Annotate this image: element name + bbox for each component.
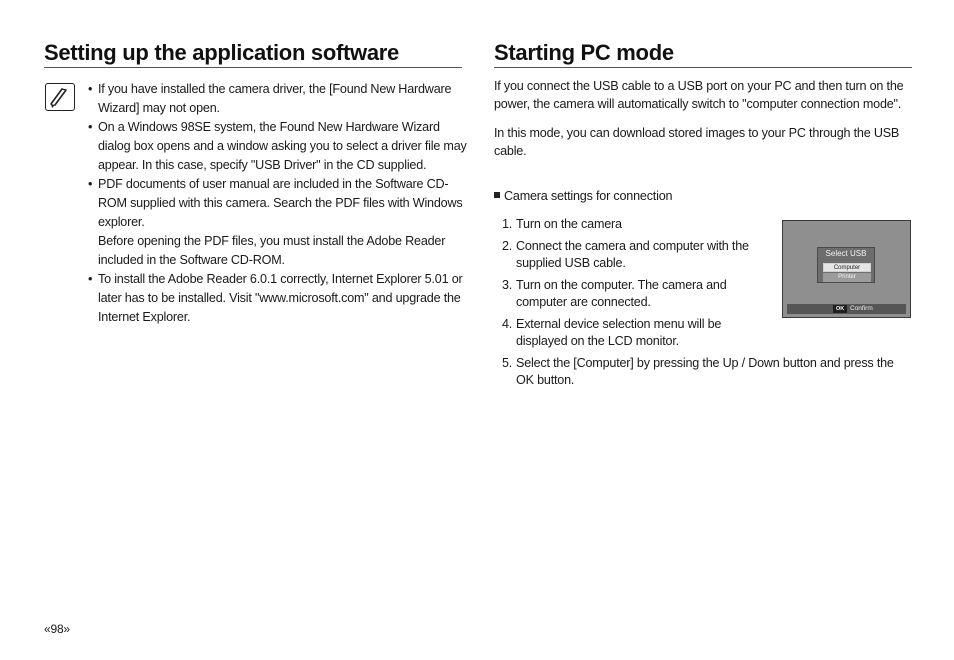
settings-label-text: Camera settings for connection — [504, 189, 673, 203]
ok-button-icon: OK — [833, 305, 847, 313]
note-extra-text: Before opening the PDF files, you must install the Adobe Reader included in the Software CD-ROM. — [98, 234, 446, 267]
step-item — [500, 238, 766, 273]
title-divider-right — [494, 67, 912, 68]
step-item — [500, 216, 766, 234]
step-text: External device selection menu will be displayed on the LCD monitor. — [516, 316, 722, 348]
menu-option-computer: Computer — [823, 263, 871, 272]
step-number: 2. — [502, 238, 513, 253]
note-text: If you have installed the camera driver, the [Found New Hardware Wizard] may not open. — [98, 82, 452, 115]
menu-title: Select USB — [825, 249, 867, 258]
step-text: Turn on the camera — [516, 217, 622, 231]
note-item — [88, 80, 468, 118]
note-text: To install the Adobe Reader 6.0.1 correctly, Internet Explorer 5.01 or later has to be installed. Visit "www.microsoft.com" and upgrade the Internet Explorer. — [98, 272, 463, 324]
note-pencil-icon — [45, 83, 75, 111]
confirm-label: Confirm — [850, 305, 873, 312]
intro-paragraph: If you connect the USB cable to a USB port on your PC and then turn on the power, the camera will automatically switch to "computer connection mode". — [494, 79, 904, 111]
step-number: 3. — [502, 277, 513, 292]
usb-selection-menu — [817, 247, 875, 283]
lcd-status-bar — [787, 304, 906, 314]
page-title-left: Setting up the application software — [44, 40, 399, 65]
settings-section-label — [494, 187, 672, 206]
step-text: Select the [Computer] by pressing the Up / Down button and press the OK button. — [516, 355, 894, 387]
step-item — [500, 316, 766, 351]
step-item — [500, 277, 766, 312]
note-text: PDF documents of user manual are included in the Software CD-ROM supplied with this camera. Search the PDF files with Windows explorer. — [98, 177, 463, 229]
bullet: • — [88, 272, 93, 286]
step-text: Turn on the computer. The camera and computer are connected. — [516, 277, 727, 309]
bullet: • — [88, 177, 93, 191]
bullet: • — [88, 82, 93, 96]
menu-option-printer: Printer — [823, 273, 871, 282]
note-item — [88, 175, 468, 270]
notes-list — [88, 80, 468, 327]
page-title-right: Starting PC mode — [494, 40, 674, 65]
title-divider-left — [44, 67, 462, 68]
square-bullet-icon — [494, 192, 500, 198]
bullet: • — [88, 120, 93, 134]
page-number: «98» — [44, 622, 70, 636]
step-number: 1. — [502, 217, 513, 231]
step-number: 5. — [502, 355, 513, 370]
note-text: On a Windows 98SE system, the Found New Hardware Wizard dialog box opens and a window asking you to select a driver file may appear. In this case, specify "USB Driver" in the CD supplied. — [98, 120, 467, 172]
step-number: 4. — [502, 316, 513, 331]
step-item — [500, 355, 910, 390]
lcd-screen-illustration — [782, 220, 911, 318]
intro-paragraph: In this mode, you can download stored images to your PC through the USB cable. — [494, 126, 900, 158]
note-item — [88, 270, 468, 327]
note-item — [88, 118, 468, 175]
step-text: Connect the camera and computer with the supplied USB cable. — [516, 238, 749, 270]
